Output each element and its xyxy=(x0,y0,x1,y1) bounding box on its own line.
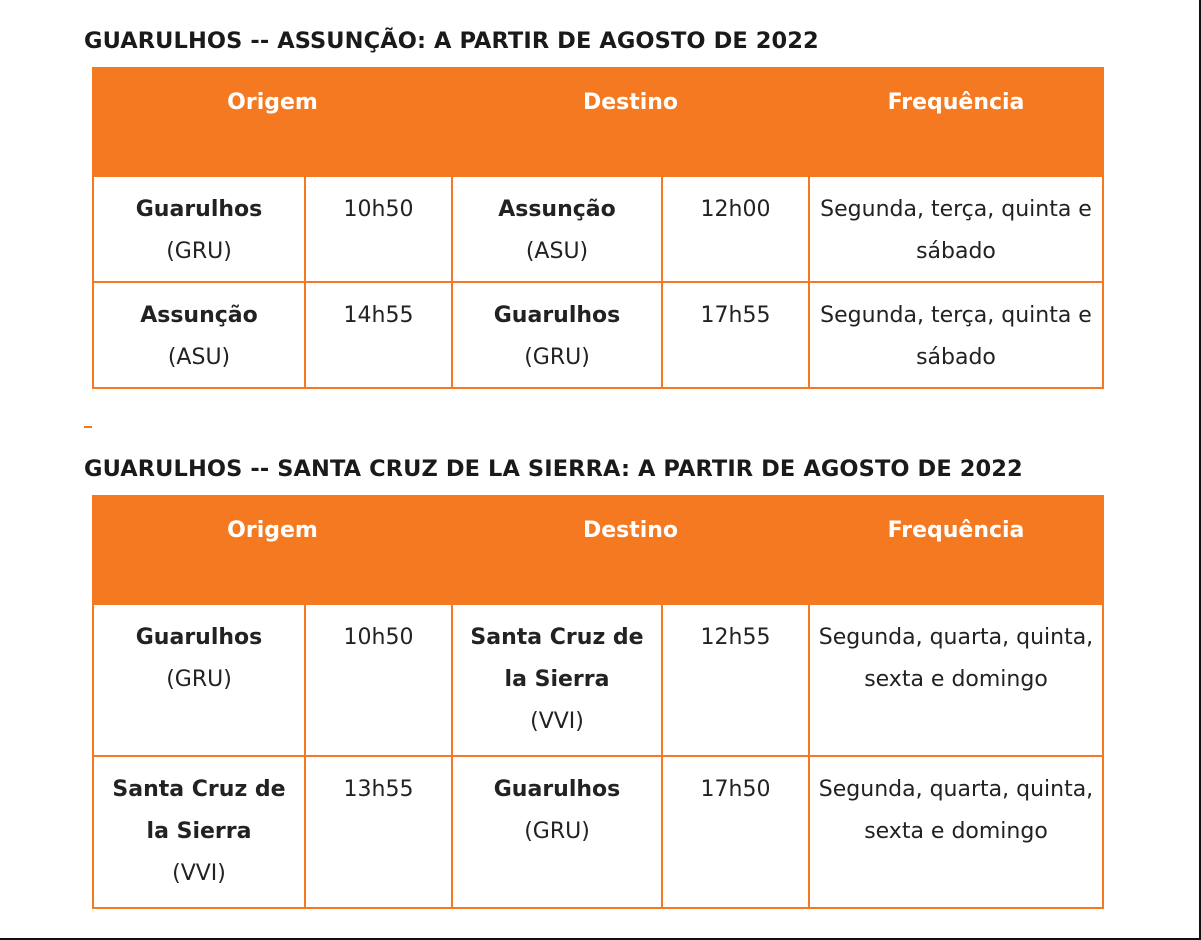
frequency-cell xyxy=(809,176,1103,282)
destination-code: (GRU) xyxy=(524,345,590,370)
departure-cell xyxy=(305,756,452,908)
arrival-cell xyxy=(662,756,809,908)
departure-cell xyxy=(305,176,452,282)
frequency-cell xyxy=(809,282,1103,388)
header-destino: Destino xyxy=(452,68,809,176)
origin-name: Assunção xyxy=(140,303,258,328)
destination-cell xyxy=(452,176,662,282)
frequency-text: Segunda, terça, quinta e sábado xyxy=(820,303,1092,370)
origin-code: (VVI) xyxy=(172,861,226,886)
destination-code: (VVI) xyxy=(530,709,584,734)
destination-name: Guarulhos xyxy=(493,303,621,328)
origin-cell xyxy=(93,282,305,388)
origin-name: Guarulhos xyxy=(135,625,263,650)
frequency-text: Segunda, quarta, quinta, sexta e domingo xyxy=(818,777,1094,844)
origin-cell xyxy=(93,604,305,756)
header-origem: Origem xyxy=(93,68,452,176)
frequency-text: Segunda, terça, quinta e sábado xyxy=(820,197,1092,264)
table-header-row xyxy=(93,496,1103,604)
header-origem: Origem xyxy=(93,496,452,604)
departure-time: 14h55 xyxy=(343,303,414,328)
table-row xyxy=(93,176,1103,282)
section-title-assuncao: GUARULHOS -- ASSUNÇÃO: A PARTIR DE AGOSTO DE 2022 xyxy=(84,28,819,54)
origin-code: (GRU) xyxy=(166,667,232,692)
table-header-row xyxy=(93,68,1103,176)
destination-cell xyxy=(452,282,662,388)
arrival-time: 12h00 xyxy=(700,197,771,222)
departure-cell xyxy=(305,604,452,756)
destination-name: Assunção xyxy=(498,197,616,222)
destination-cell xyxy=(452,756,662,908)
table-row xyxy=(93,756,1103,908)
table-row xyxy=(93,282,1103,388)
arrival-cell xyxy=(662,176,809,282)
frequency-text: Segunda, quarta, quinta, sexta e domingo xyxy=(818,625,1094,692)
destination-name: Guarulhos xyxy=(493,777,621,802)
departure-time: 10h50 xyxy=(343,625,414,650)
arrival-time: 17h55 xyxy=(700,303,771,328)
schedule-table-santa-cruz xyxy=(92,495,1104,909)
separator-dash xyxy=(84,426,92,428)
destination-code: (ASU) xyxy=(525,239,589,264)
origin-cell xyxy=(93,756,305,908)
section-title-santa-cruz: GUARULHOS -- SANTA CRUZ DE LA SIERRA: A PARTIR DE AGOSTO DE 2022 xyxy=(84,456,1023,482)
header-destino: Destino xyxy=(452,496,809,604)
arrival-cell xyxy=(662,604,809,756)
departure-time: 13h55 xyxy=(343,777,414,802)
frequency-cell xyxy=(809,756,1103,908)
schedule-table-assuncao xyxy=(92,67,1104,389)
arrival-time: 12h55 xyxy=(700,625,771,650)
origin-code: (ASU) xyxy=(167,345,231,370)
destination-code: (GRU) xyxy=(524,819,590,844)
header-frequencia: Frequência xyxy=(809,496,1103,604)
destination-name: Santa Cruz de la Sierra xyxy=(470,625,644,692)
frequency-cell xyxy=(809,604,1103,756)
origin-name: Guarulhos xyxy=(135,197,263,222)
origin-cell xyxy=(93,176,305,282)
arrival-cell xyxy=(662,282,809,388)
table-row xyxy=(93,604,1103,756)
departure-cell xyxy=(305,282,452,388)
departure-time: 10h50 xyxy=(343,197,414,222)
arrival-time: 17h50 xyxy=(700,777,771,802)
origin-name: Santa Cruz de la Sierra xyxy=(112,777,286,844)
origin-code: (GRU) xyxy=(166,239,232,264)
header-frequencia: Frequência xyxy=(809,68,1103,176)
destination-cell xyxy=(452,604,662,756)
